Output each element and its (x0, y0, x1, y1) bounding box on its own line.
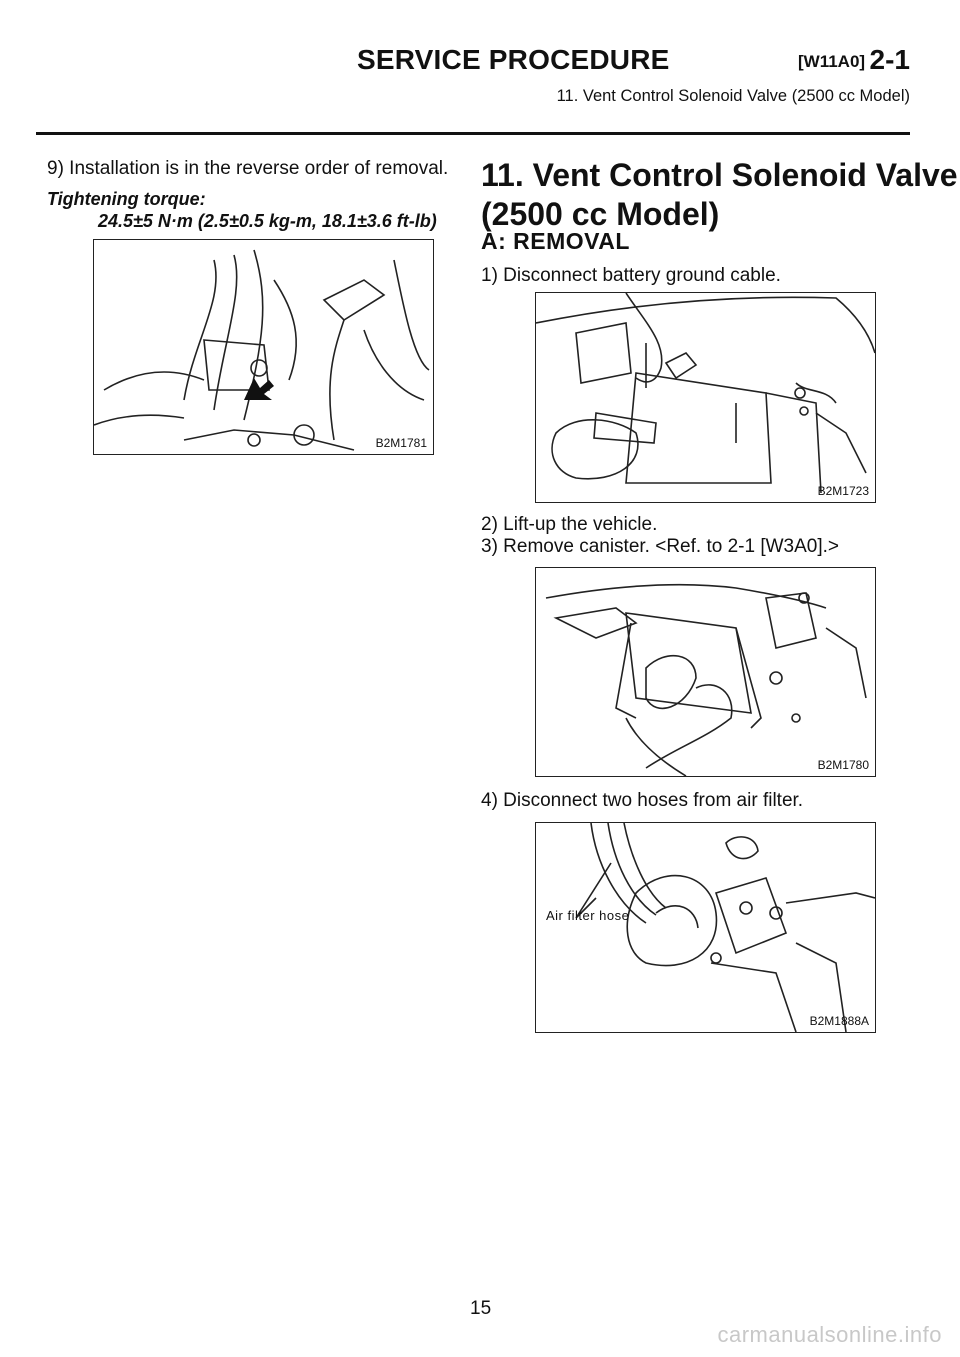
header-rule (36, 132, 910, 135)
section-heading-line-1: 11. Vent Control Solenoid Valve (481, 157, 958, 193)
figure-b2m1723 (535, 292, 876, 503)
engine-bay-illustration (94, 240, 433, 454)
step-9-text: 9) Installation is in the reverse order of removal. (47, 158, 449, 179)
section-heading (481, 156, 958, 234)
step-4-text: 4) Disconnect two hoses from air filter. (481, 790, 804, 811)
air-filter-hose-callout: Air filter hose (546, 908, 630, 923)
step-3-text: 3) Remove canister. <Ref. to 2-1 [W3A0].> (481, 536, 839, 557)
watermark: carmanualsonline.info (717, 1322, 942, 1347)
air-filter-hose-illustration (536, 823, 875, 1032)
figure-b2m1888a (535, 822, 876, 1033)
page-number: 15 (470, 1298, 492, 1319)
torque-label: Tightening torque: (47, 189, 206, 209)
figure-id-label: B2M1780 (817, 758, 869, 772)
figure-id-label: B2M1723 (817, 484, 869, 498)
removal-subheading: A: REMOVAL (481, 228, 630, 254)
canister-removal-illustration (536, 568, 875, 776)
step-2-text: 2) Lift-up the vehicle. (481, 514, 658, 535)
battery-cable-illustration (536, 293, 875, 502)
section-title: SERVICE PROCEDURE (357, 44, 670, 75)
figure-b2m1780 (535, 567, 876, 777)
figure-id-label: B2M1781 (375, 436, 427, 450)
figure-id-label: B2M1888A (809, 1014, 869, 1028)
chapter-number: 2-1 (869, 44, 910, 75)
header-subtitle: 11. Vent Control Solenoid Valve (2500 cc Model) (556, 87, 910, 105)
section-code: [W11A0] (798, 52, 866, 71)
figure-b2m1781 (93, 239, 434, 455)
section-heading-line-2: (2500 cc Model) (481, 196, 720, 232)
step-1-text: 1) Disconnect battery ground cable. (481, 265, 781, 286)
torque-value: 24.5±5 N·m (2.5±0.5 kg-m, 18.1±3.6 ft-lb) (98, 211, 437, 231)
